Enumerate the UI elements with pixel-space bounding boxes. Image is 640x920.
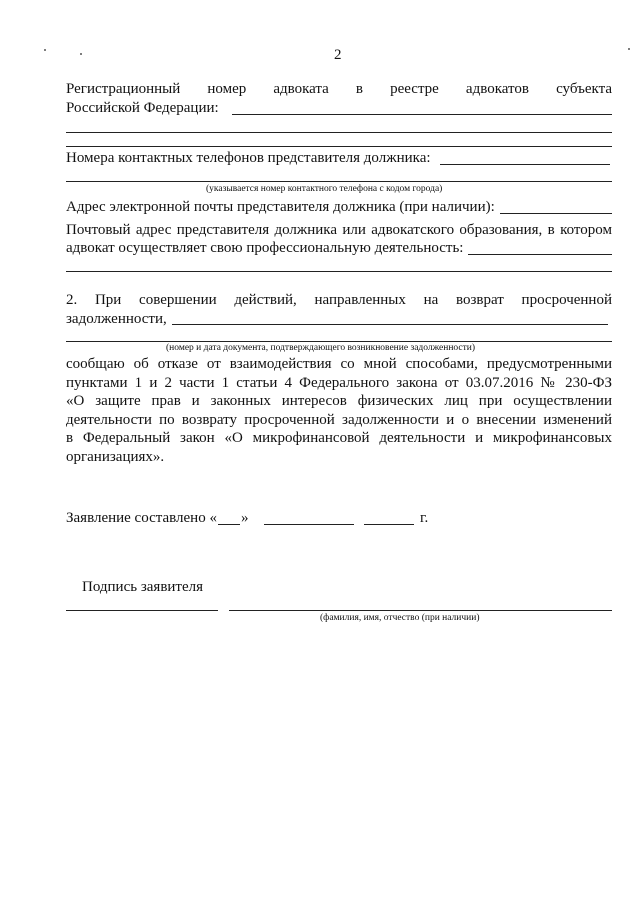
refusal-paragraph-line: в Федеральный закон «О микрофинансовой деятельности и микрофинансовых — [66, 430, 612, 446]
phones-label: Номера контактных телефонов представителя должника: — [66, 150, 431, 166]
scan-speck — [80, 53, 82, 55]
refusal-paragraph-line: деятельности по возврату просроченной задолженности и о внесении изменений — [66, 411, 612, 428]
date-quote-close: » — [241, 510, 249, 526]
registration-label-line2: Российской Федерации: — [66, 100, 219, 116]
date-day-field[interactable] — [218, 524, 240, 525]
section2-line2: задолженности, — [66, 311, 167, 327]
scan-speck — [44, 49, 46, 51]
debt-document-field-line-2[interactable] — [66, 341, 612, 342]
page-number: 2 — [334, 47, 342, 63]
date-year-field[interactable] — [364, 524, 414, 525]
postal-field-line[interactable] — [468, 254, 612, 255]
phones-hint: (указывается номер контактного телефона с кодом города) — [206, 184, 443, 194]
refusal-paragraph-line: сообщаю об отказе от взаимодействия со мной способами, предусмотренными — [66, 356, 612, 372]
refusal-paragraph-line: организациях». — [66, 448, 165, 465]
email-label: Адрес электронной почты представителя должника (при наличии): — [66, 199, 495, 215]
full-name-hint: (фамилия, имя, отчество (при наличии) — [320, 613, 480, 623]
postal-label-line2: адвокат осуществляет свою профессиональную деятельность: — [66, 240, 464, 256]
registration-field-line-3[interactable] — [66, 146, 612, 147]
date-year-suffix: г. — [420, 510, 429, 526]
section2-line1: 2. При совершении действий, направленных на возврат просроченной — [66, 292, 612, 308]
email-field-line[interactable] — [500, 213, 612, 214]
refusal-paragraph-line: пунктами 1 и 2 части 1 статьи 4 Федерального закона от 03.07.2016 № 230-ФЗ — [66, 374, 612, 391]
debt-document-hint: (номер и дата документа, подтверждающего возникновение задолженности) — [166, 343, 476, 353]
full-name-field-line[interactable] — [229, 610, 612, 611]
date-month-field[interactable] — [264, 524, 354, 525]
date-prefix: Заявление составлено « — [66, 510, 217, 526]
refusal-paragraph — [66, 355, 612, 466]
refusal-paragraph-line: «О защите прав и законных интересов физических лиц при осуществлении — [66, 393, 612, 409]
signature-label: Подпись заявителя — [82, 579, 204, 595]
postal-label-line1: Почтовый адрес представителя должника или адвокатского образования, в котором — [66, 222, 612, 238]
scan-speck — [628, 48, 630, 50]
signature-field-line[interactable] — [66, 610, 218, 611]
phones-field-line-2[interactable] — [66, 181, 612, 182]
registration-label-line1: Регистрационный номер адвоката в реестре адвокатов субъекта — [66, 81, 612, 97]
registration-field-line[interactable] — [232, 114, 612, 115]
phones-field-line[interactable] — [440, 164, 610, 165]
postal-field-line-2[interactable] — [66, 271, 612, 272]
debt-document-field-line[interactable] — [172, 324, 608, 325]
registration-field-line-2[interactable] — [66, 132, 612, 133]
